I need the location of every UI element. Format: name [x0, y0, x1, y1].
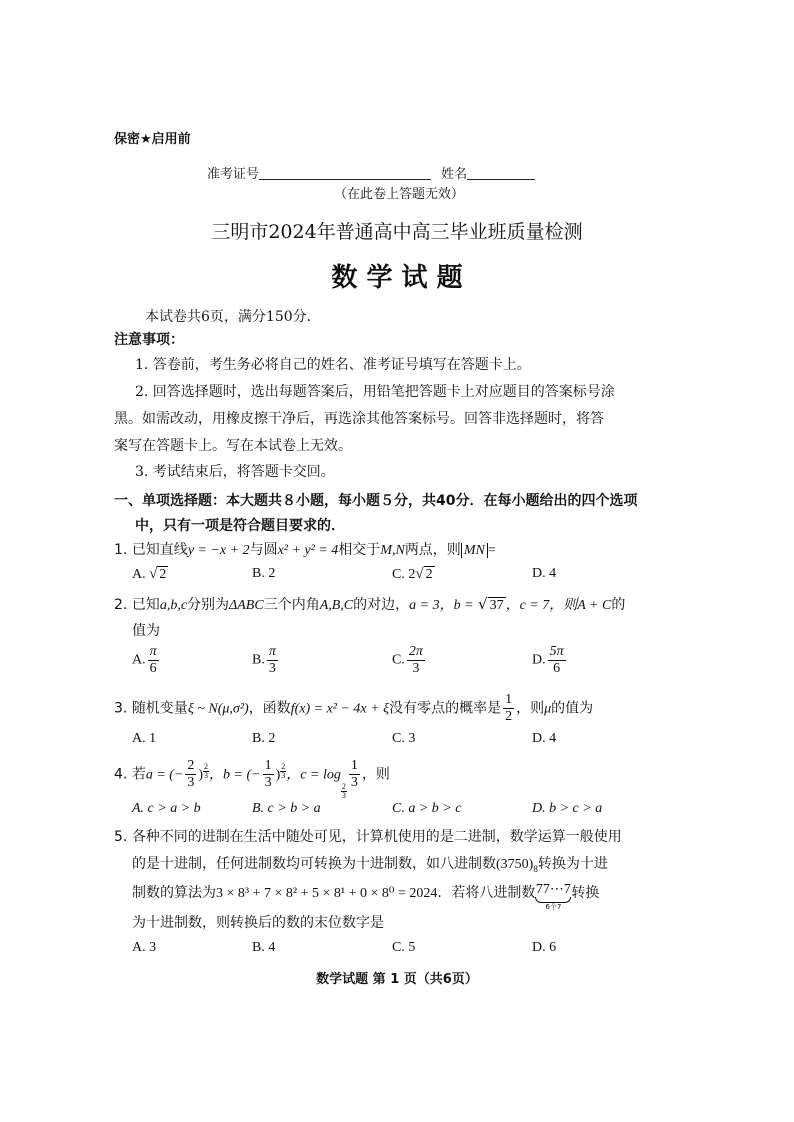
q3-option-c[interactable]: C. 3 [392, 731, 416, 746]
q3-function: f(x) = x² − 4x + ξ [290, 701, 390, 717]
q4-a-prefix: a = (− [145, 767, 184, 783]
q3-distribution: ξ ~ N(μ,σ²) [187, 701, 249, 717]
q3-options [132, 731, 692, 751]
q5-option-d[interactable]: D. 6 [532, 940, 557, 955]
q4-option-b[interactable]: B. c > b > a [252, 801, 321, 816]
q4-log-base-num: 2 [341, 781, 346, 791]
q4-b-denominator: 3 [264, 775, 272, 790]
q5-options [132, 940, 692, 960]
q1-option-a-radicand: 2 [159, 567, 167, 582]
notes-heading: 注意事项： [114, 332, 184, 348]
q4-b-exp-den: 3 [281, 770, 286, 780]
q2-number: 2. [114, 597, 128, 613]
q2-c: ，c = 7，则 [505, 598, 578, 613]
q2-b-numerator: π [268, 644, 276, 659]
q2-options [132, 645, 692, 685]
q2-triangle: ΔABC [229, 598, 264, 613]
q4-number: 4. [114, 766, 128, 783]
q4-a-paren: ) [198, 767, 204, 783]
note-3: 3. 考试结束后，将答题卡交回。 [135, 464, 335, 480]
exam-title: 三明市2024年普通高中高三毕业班质量检测 [211, 221, 583, 243]
q2-option-d[interactable] [532, 645, 568, 676]
q3-prob-numerator: 1 [505, 692, 513, 707]
q5-line2-tail: 转换为十进 [537, 856, 608, 872]
q5-octal-number: (3750) [496, 857, 534, 872]
q3-text2: ，函数 [248, 700, 291, 717]
q1-options [132, 566, 692, 586]
q3-text5: 的值为 [551, 700, 594, 717]
q2-text4: 的对边， [353, 597, 410, 613]
q4-c-denominator: 3 [350, 775, 358, 790]
q4-option-c[interactable]: C. a > b > c [392, 801, 462, 816]
q2-option-c[interactable] [392, 645, 427, 676]
q2-a-denominator: 6 [149, 661, 157, 676]
q1-option-d[interactable]: D. 4 [532, 566, 557, 581]
q4-option-a[interactable]: A. c > a > b [132, 801, 201, 816]
q4-c-numerator: 1 [350, 758, 358, 773]
question-5-line1 [114, 826, 622, 846]
q4-options [132, 801, 692, 821]
invalid-note: （在此卷上答题无效） [334, 187, 465, 202]
q4-a-exp-den: 3 [204, 770, 209, 780]
q2-sides: a,b,c [159, 598, 188, 613]
q1-equals: = [487, 543, 496, 558]
q4-a-numerator: 2 [187, 758, 195, 773]
note-2-line3: 案写在答题卡上。写在本试卷上无效。 [114, 438, 352, 454]
q5-line1-text: 各种不同的进制在生活中随处可见，计算机使用的是二进制，数学运算一般使用 [131, 829, 622, 845]
question-2 [114, 594, 625, 614]
q2-text3: 三个内角 [263, 597, 320, 613]
note-2-line2: 黑。如需改动，用橡皮擦干净后，再选涂其他答案标号。回答非选择题时，将答 [114, 411, 604, 427]
question-5-line3 [132, 882, 599, 911]
q2-d-numerator: 5π [549, 644, 564, 659]
q5-line2-text: 的是十进制，任何进制数均可转换为十进制数，如八进制数 [132, 856, 496, 872]
question-5-line4: 为十进制数，则转换后的数的末位数字是 [132, 915, 384, 931]
q2-a-plus-c: A + C [577, 598, 612, 613]
q5-number: 5. [114, 829, 128, 845]
q4-text1: 若 [131, 766, 146, 783]
q4-log-base-den: 3 [341, 790, 346, 800]
q1-option-c[interactable] [392, 566, 435, 583]
q5-line3-mid: ．若将八进制数 [437, 885, 536, 901]
q2-b-denominator: 3 [268, 661, 276, 676]
q1-option-c-label: C. 2 [392, 567, 416, 582]
sqrt-symbol: √ [415, 566, 424, 582]
q5-repeated-sevens: 77⋯7 [535, 882, 571, 897]
q1-line-eq: y = −x + 2 [187, 543, 250, 558]
q5-option-a[interactable]: A. 3 [132, 940, 157, 955]
q1-text4: 两点，则 [404, 542, 461, 558]
note-2-line1: 2. 回答选择题时，选出每题答案后，用铅笔把答题卡上对应题目的答案标号涂 [135, 384, 615, 400]
q4-a-exp-num: 2 [204, 761, 209, 771]
q2-angles: A,B,C [319, 598, 354, 613]
q5-octal-base: 8 [533, 863, 538, 874]
q2-c-denominator: 3 [412, 661, 420, 676]
section1-heading-line1: 一、单项选择题：本大题共８小题，每小题５分，共40分．在每小题给出的四个选项 [114, 493, 638, 509]
q2-option-b-label: B. [252, 652, 265, 668]
q1-number: 1. [114, 542, 128, 558]
q4-c-prefix: ，c = log [286, 767, 341, 783]
q4-b-numerator: 1 [264, 758, 272, 773]
q2-option-a-label: A. [132, 652, 146, 668]
q3-option-a[interactable]: A. 1 [132, 731, 157, 746]
q2-text2: 分别为 [187, 597, 230, 613]
q1-option-a-label: A. [132, 567, 146, 582]
q5-option-c[interactable]: C. 5 [392, 940, 416, 955]
q2-option-d-label: D. [532, 652, 546, 668]
q1-circle-eq: x² + y² = 4 [277, 543, 339, 558]
q3-text1: 随机变量 [131, 700, 188, 717]
name-blank [467, 165, 535, 180]
note-1: 1. 答卷前，考生务必将自己的姓名、准考证号填写在答题卡上。 [135, 357, 531, 373]
q5-line3-tail: 转换 [571, 885, 600, 901]
q3-number: 3. [114, 700, 128, 717]
question-5-line2 [132, 853, 608, 874]
q1-option-c-radicand: 2 [425, 567, 433, 582]
q5-line3-text: 制数的算法为 [132, 885, 216, 901]
q3-mu: μ [544, 701, 552, 717]
q4-a-denominator: 3 [187, 775, 195, 790]
q3-option-d[interactable]: D. 4 [532, 731, 557, 746]
q1-text3: 相交于 [338, 542, 381, 558]
q5-conversion-expr: 3 × 8³ + 7 × 8² + 5 × 8¹ + 0 × 8⁰ = 2024 [216, 886, 438, 901]
q2-line2: 值为 [132, 623, 160, 639]
q2-text1: 已知 [131, 597, 160, 613]
q1-option-a[interactable] [132, 566, 168, 583]
q2-option-a[interactable] [132, 645, 161, 676]
confidential-label: 保密★启用前 [114, 132, 191, 147]
q2-c-numerator: 2π [408, 644, 423, 659]
q2-text5: 的 [611, 597, 626, 613]
q4-b-exp-num: 2 [281, 761, 286, 771]
q5-brace-label: 6个7 [545, 903, 562, 911]
sqrt-symbol: √ [478, 595, 488, 613]
q2-a-numerator: π [149, 644, 157, 659]
subject-title: 数 学 试 题 [331, 263, 463, 293]
sqrt-symbol: √ [149, 566, 158, 582]
q4-text2: ，则 [361, 766, 390, 783]
q4-b-prefix: ，b = (− [209, 767, 261, 783]
exam-id-blank [259, 165, 431, 180]
question-1 [114, 539, 496, 559]
q2-option-c-label: C. [392, 652, 405, 668]
q4-b-paren: ) [275, 767, 281, 783]
q2-a-b: a = 3，b = [409, 598, 474, 613]
q5-option-b[interactable]: B. 4 [252, 940, 276, 955]
question-3 [114, 693, 593, 724]
q2-option-b[interactable] [252, 645, 280, 676]
intro-text: 本试卷共6页，满分150分． [145, 309, 321, 325]
q3-text3: 没有零点的概率是 [389, 700, 502, 717]
q3-option-b[interactable]: B. 2 [252, 731, 276, 746]
q3-prob-denominator: 2 [505, 709, 513, 724]
q1-text2: 与圆 [249, 542, 278, 558]
q1-text1: 已知直线 [131, 542, 188, 558]
q1-mn-abs: MN [461, 543, 488, 558]
question-4 [114, 759, 390, 800]
q1-points: M,N [380, 543, 405, 558]
exam-id-row [207, 163, 535, 182]
q3-text4: ，则 [516, 700, 545, 717]
section1-heading-line2: 中，只有一项是符合题目要求的． [135, 518, 345, 534]
q1-option-b[interactable]: B. 2 [252, 566, 276, 581]
name-label: 姓名 [441, 167, 468, 182]
page-footer: 数学试题 第 1 页（共6页） [316, 972, 478, 987]
q4-option-d[interactable]: D. b > c > a [532, 801, 603, 816]
exam-id-label: 准考证号 [207, 167, 260, 182]
q2-b-radicand: 37 [489, 598, 504, 613]
q2-d-denominator: 6 [553, 661, 561, 676]
